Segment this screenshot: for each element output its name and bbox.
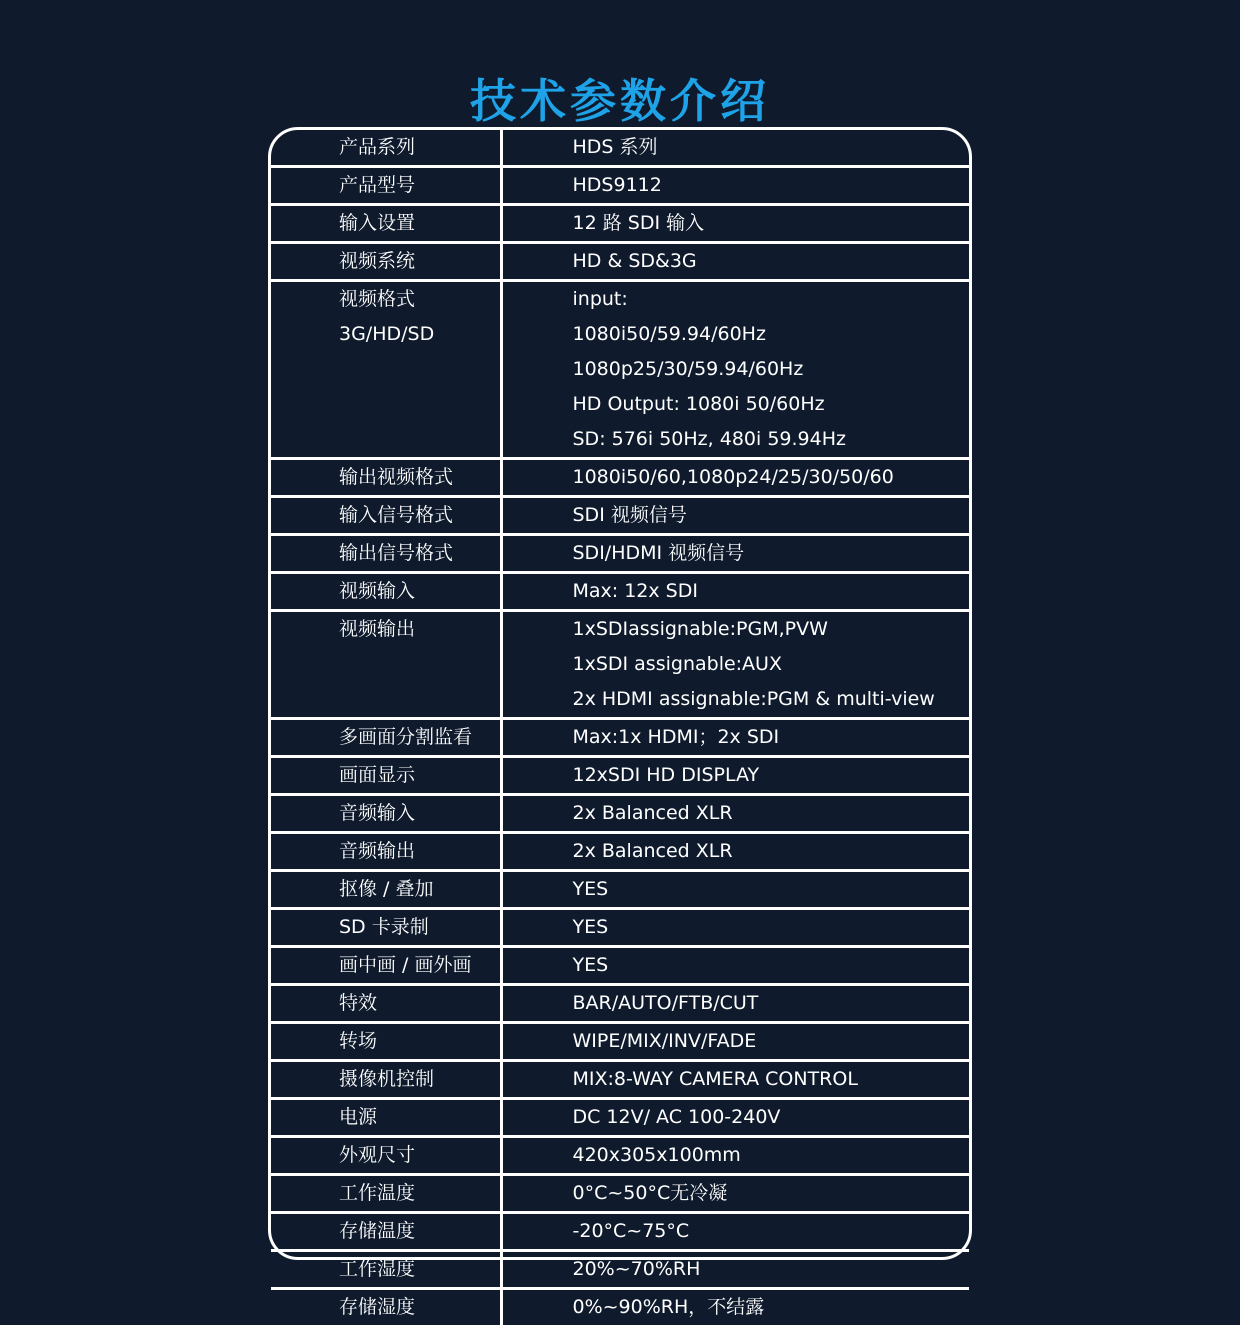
spec-value: 2x Balanced XLR <box>573 834 970 869</box>
spec-value-cell <box>501 719 969 757</box>
spec-value: MIX:8-WAY CAMERA CONTROL <box>573 1062 970 1097</box>
spec-label-cell <box>271 130 501 167</box>
spec-value: 20%~70%RH <box>573 1252 970 1287</box>
spec-label: 音频输入 <box>339 796 500 831</box>
spec-label-cell <box>271 281 501 459</box>
spec-value: 420x305x100mm <box>573 1138 970 1173</box>
spec-row <box>271 947 969 985</box>
spec-value: 0°C~50°C无冷凝 <box>573 1176 970 1211</box>
spec-value: Max: 12x SDI <box>573 574 970 609</box>
spec-value: HDS9112 <box>573 168 970 203</box>
spec-value-cell <box>501 947 969 985</box>
spec-label: 抠像 / 叠加 <box>339 872 500 907</box>
spec-value: 1080p25/30/59.94/60Hz <box>573 352 970 387</box>
spec-row <box>271 909 969 947</box>
spec-row <box>271 130 969 167</box>
spec-row <box>271 611 969 719</box>
spec-label-cell <box>271 1137 501 1175</box>
spec-value: HDS 系列 <box>573 130 970 165</box>
spec-value: input: <box>573 282 970 317</box>
spec-label-cell <box>271 573 501 611</box>
spec-label-cell <box>271 985 501 1023</box>
spec-value: HD & SD&3G <box>573 244 970 279</box>
spec-value: DC 12V/ AC 100-240V <box>573 1100 970 1135</box>
spec-row <box>271 833 969 871</box>
spec-label: 工作湿度 <box>339 1252 500 1287</box>
spec-value: -20°C~75°C <box>573 1214 970 1249</box>
spec-row <box>271 1213 969 1251</box>
spec-value-cell <box>501 497 969 535</box>
spec-table-body <box>271 130 969 1325</box>
spec-value: SD: 576i 50Hz, 480i 59.94Hz <box>573 422 970 457</box>
spec-label: 视频格式 <box>339 282 500 317</box>
spec-row <box>271 573 969 611</box>
spec-row <box>271 243 969 281</box>
spec-value-cell <box>501 130 969 167</box>
spec-label-cell <box>271 497 501 535</box>
spec-label: 输出信号格式 <box>339 536 500 571</box>
spec-label-cell <box>271 459 501 497</box>
spec-row <box>271 535 969 573</box>
spec-label: 视频输出 <box>339 612 500 647</box>
spec-label-cell <box>271 871 501 909</box>
spec-value: Max:1x HDMI；2x SDI <box>573 720 970 755</box>
spec-row <box>271 1289 969 1325</box>
spec-label: 视频输入 <box>339 574 500 609</box>
spec-value: YES <box>573 948 970 983</box>
spec-label-cell <box>271 1289 501 1325</box>
spec-label-cell <box>271 1213 501 1251</box>
spec-value-cell <box>501 1251 969 1289</box>
spec-row <box>271 795 969 833</box>
spec-value-cell <box>501 281 969 459</box>
spec-label: 画中画 / 画外画 <box>339 948 500 983</box>
spec-value: 2x HDMI assignable:PGM & multi-view <box>573 682 970 717</box>
spec-value-cell <box>501 1137 969 1175</box>
spec-value-cell <box>501 1061 969 1099</box>
spec-value-cell <box>501 167 969 205</box>
spec-label-cell <box>271 1061 501 1099</box>
spec-value-cell <box>501 833 969 871</box>
page-title: 技术参数介绍 <box>0 69 1240 133</box>
spec-label-cell <box>271 795 501 833</box>
spec-row <box>271 1175 969 1213</box>
spec-label-cell <box>271 833 501 871</box>
spec-label: 外观尺寸 <box>339 1138 500 1173</box>
spec-label: 多画面分割监看 <box>339 720 500 755</box>
spec-value-cell <box>501 611 969 719</box>
spec-label: 存储湿度 <box>339 1290 500 1325</box>
spec-value: HD Output: 1080i 50/60Hz <box>573 387 970 422</box>
spec-label: 存储温度 <box>339 1214 500 1249</box>
spec-value: YES <box>573 872 970 907</box>
spec-label: 视频系统 <box>339 244 500 279</box>
spec-value: SDI 视频信号 <box>573 498 970 533</box>
spec-value: 12 路 SDI 输入 <box>573 206 970 241</box>
spec-label-cell <box>271 947 501 985</box>
spec-row <box>271 459 969 497</box>
spec-value: 1080i50/59.94/60Hz <box>573 317 970 352</box>
spec-value-cell <box>501 573 969 611</box>
spec-row <box>271 497 969 535</box>
spec-label-cell <box>271 1023 501 1061</box>
spec-table <box>271 130 969 1325</box>
spec-row <box>271 205 969 243</box>
spec-label: 输入信号格式 <box>339 498 500 533</box>
spec-row <box>271 1061 969 1099</box>
spec-row <box>271 1099 969 1137</box>
spec-value-cell <box>501 795 969 833</box>
spec-table-frame <box>268 127 972 1260</box>
spec-label-cell <box>271 535 501 573</box>
spec-value: SDI/HDMI 视频信号 <box>573 536 970 571</box>
spec-label: 产品系列 <box>339 130 500 165</box>
spec-row <box>271 1251 969 1289</box>
spec-value-cell <box>501 985 969 1023</box>
spec-value-cell <box>501 205 969 243</box>
spec-value-cell <box>501 459 969 497</box>
spec-label: 输入设置 <box>339 206 500 241</box>
spec-value-cell <box>501 1023 969 1061</box>
spec-label-cell <box>271 1099 501 1137</box>
spec-value-cell <box>501 909 969 947</box>
spec-value: 1080i50/60,1080p24/25/30/50/60 <box>573 460 970 495</box>
spec-label-cell <box>271 243 501 281</box>
spec-label: 特效 <box>339 986 500 1021</box>
spec-label: 音频输出 <box>339 834 500 869</box>
spec-label: 产品型号 <box>339 168 500 203</box>
spec-value: 1xSDIassignable:PGM,PVW <box>573 612 970 647</box>
spec-value-cell <box>501 871 969 909</box>
spec-row <box>271 281 969 459</box>
spec-row <box>271 871 969 909</box>
spec-value-cell <box>501 1213 969 1251</box>
spec-value-cell <box>501 1289 969 1325</box>
spec-value: 1xSDI assignable:AUX <box>573 647 970 682</box>
spec-label-cell <box>271 719 501 757</box>
spec-label: 摄像机控制 <box>339 1062 500 1097</box>
spec-value-cell <box>501 535 969 573</box>
spec-value: 0%~90%RH，不结露 <box>573 1290 970 1325</box>
spec-value: BAR/AUTO/FTB/CUT <box>573 986 970 1021</box>
spec-label: 输出视频格式 <box>339 460 500 495</box>
spec-label: 3G/HD/SD <box>339 317 500 352</box>
spec-value-cell <box>501 757 969 795</box>
spec-row <box>271 719 969 757</box>
spec-label: 画面显示 <box>339 758 500 793</box>
spec-label-cell <box>271 167 501 205</box>
spec-value-cell <box>501 243 969 281</box>
spec-row <box>271 985 969 1023</box>
spec-label-cell <box>271 757 501 795</box>
spec-value: WIPE/MIX/INV/FADE <box>573 1024 970 1059</box>
spec-value-cell <box>501 1175 969 1213</box>
spec-label-cell <box>271 611 501 719</box>
spec-label: 工作温度 <box>339 1176 500 1211</box>
spec-value-cell <box>501 1099 969 1137</box>
spec-label: SD 卡录制 <box>339 910 500 945</box>
spec-label-cell <box>271 205 501 243</box>
spec-label-cell <box>271 1175 501 1213</box>
spec-label: 电源 <box>339 1100 500 1135</box>
spec-row <box>271 1023 969 1061</box>
spec-label-cell <box>271 909 501 947</box>
spec-label-cell <box>271 1251 501 1289</box>
spec-label: 转场 <box>339 1024 500 1059</box>
spec-value: 2x Balanced XLR <box>573 796 970 831</box>
spec-row <box>271 1137 969 1175</box>
spec-row <box>271 167 969 205</box>
spec-value: YES <box>573 910 970 945</box>
spec-value: 12xSDI HD DISPLAY <box>573 758 970 793</box>
spec-row <box>271 757 969 795</box>
